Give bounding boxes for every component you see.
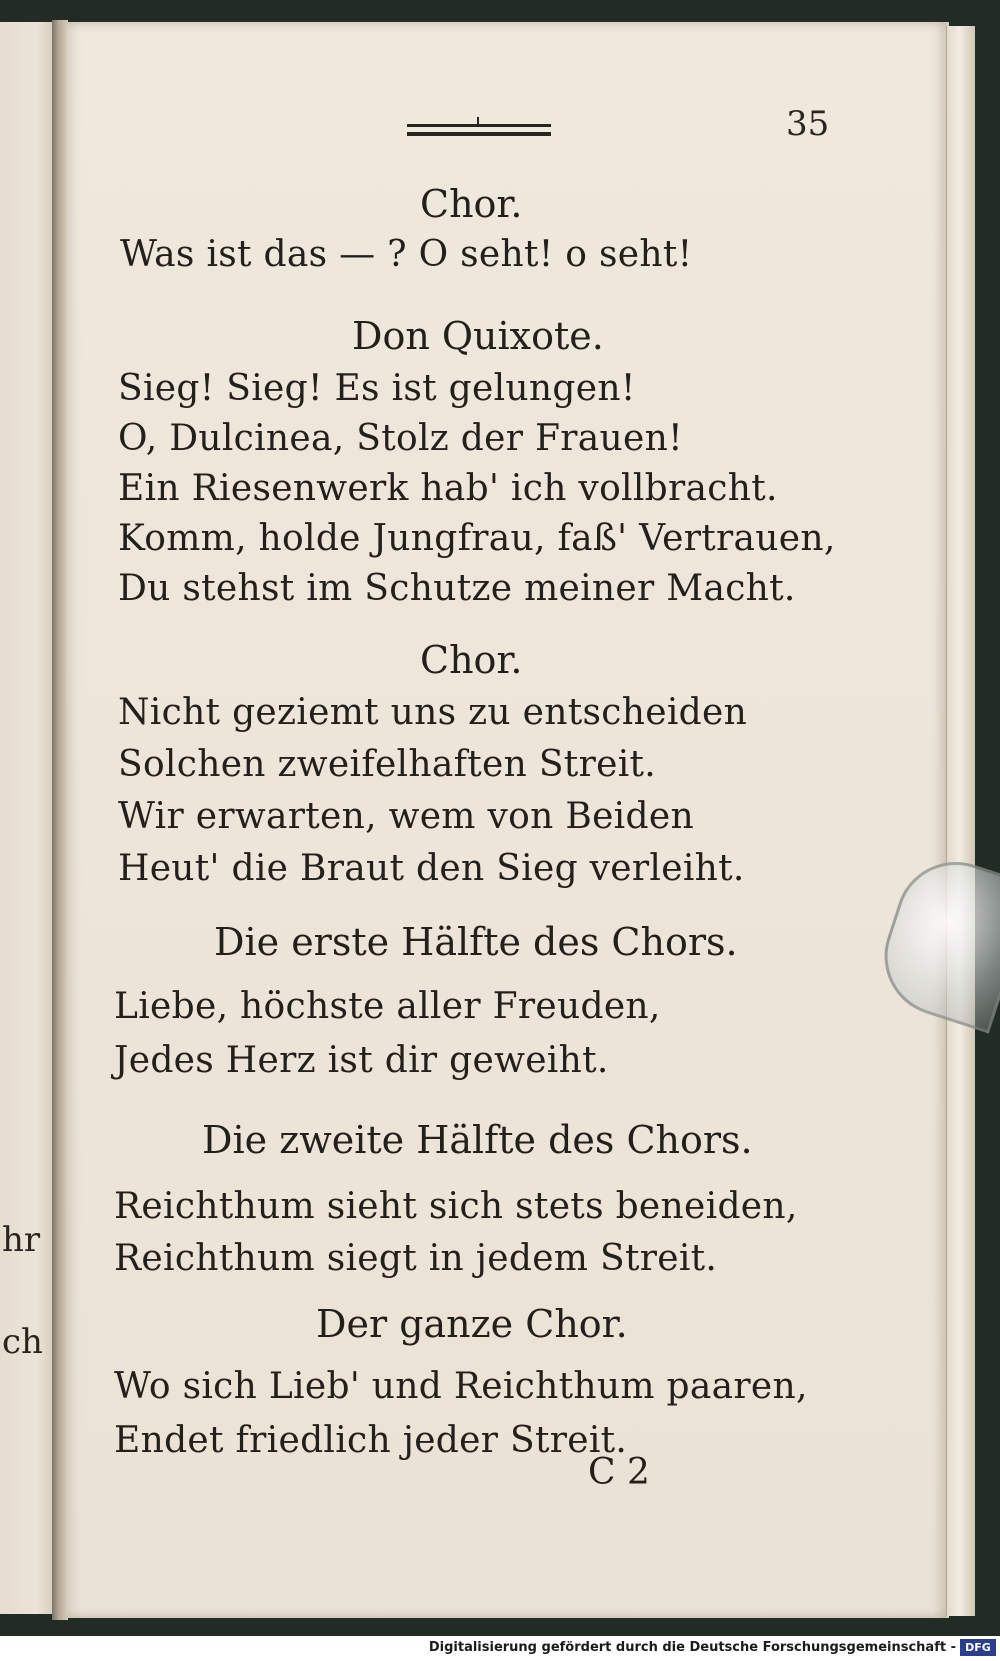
verse-line: Jedes Herz ist dir geweiht.: [114, 1040, 609, 1081]
verse-line: Endet friedlich jeder Streit.: [114, 1420, 628, 1461]
verse-line: Heut' die Braut den Sieg verleiht.: [118, 848, 745, 889]
funding-credit: Digitalisierung gefördert durch die Deutsche Forschungsgemeinschaft -: [428, 1640, 956, 1655]
page-stack-edge: [946, 26, 975, 1616]
verse-line: Solchen zweifelhaften Streit.: [118, 744, 657, 785]
speaker-heading: Chor.: [420, 638, 523, 682]
verse-line: Wo sich Lieb' und Reichthum paaren,: [114, 1366, 808, 1407]
verse-line: Komm, holde Jungfrau, faß' Vertrauen,: [118, 518, 836, 559]
signature-mark: C 2: [588, 1452, 650, 1493]
speaker-heading: Der ganze Chor.: [316, 1302, 628, 1346]
footer-bar: [0, 1636, 1000, 1661]
verse-line: Was ist das — ? O seht! o seht!: [120, 234, 693, 275]
verse-line: Reichthum sieht sich stets beneiden,: [114, 1186, 798, 1227]
speaker-heading: Die erste Hälfte des Chors.: [214, 920, 738, 964]
verse-line: Liebe, höchste aller Freuden,: [114, 986, 661, 1027]
verse-line: Nicht geziemt uns zu entscheiden: [118, 692, 748, 733]
speaker-heading: Don Quixote.: [352, 314, 604, 358]
previous-page-fragment: hr: [2, 1220, 41, 1260]
verse-line: Du stehst im Schutze meiner Macht.: [118, 568, 796, 609]
verse-line: Sieg! Sieg! Es ist gelungen!: [118, 368, 636, 409]
header-rule: [407, 124, 551, 138]
verse-line: Wir erwarten, wem von Beiden: [118, 796, 694, 837]
verse-line: O, Dulcinea, Stolz der Frauen!: [118, 418, 683, 459]
verse-line: Reichthum siegt in jedem Streit.: [114, 1238, 718, 1279]
speaker-heading: Die zweite Hälfte des Chors.: [202, 1118, 753, 1162]
speaker-heading: Chor.: [420, 182, 523, 226]
page-number: 35: [786, 104, 830, 144]
verse-line: Ein Riesenwerk hab' ich vollbracht.: [118, 468, 778, 509]
dfg-logo: DFG: [960, 1639, 996, 1656]
previous-page-edge: [0, 22, 54, 1614]
previous-page-fragment: ch: [2, 1322, 43, 1362]
